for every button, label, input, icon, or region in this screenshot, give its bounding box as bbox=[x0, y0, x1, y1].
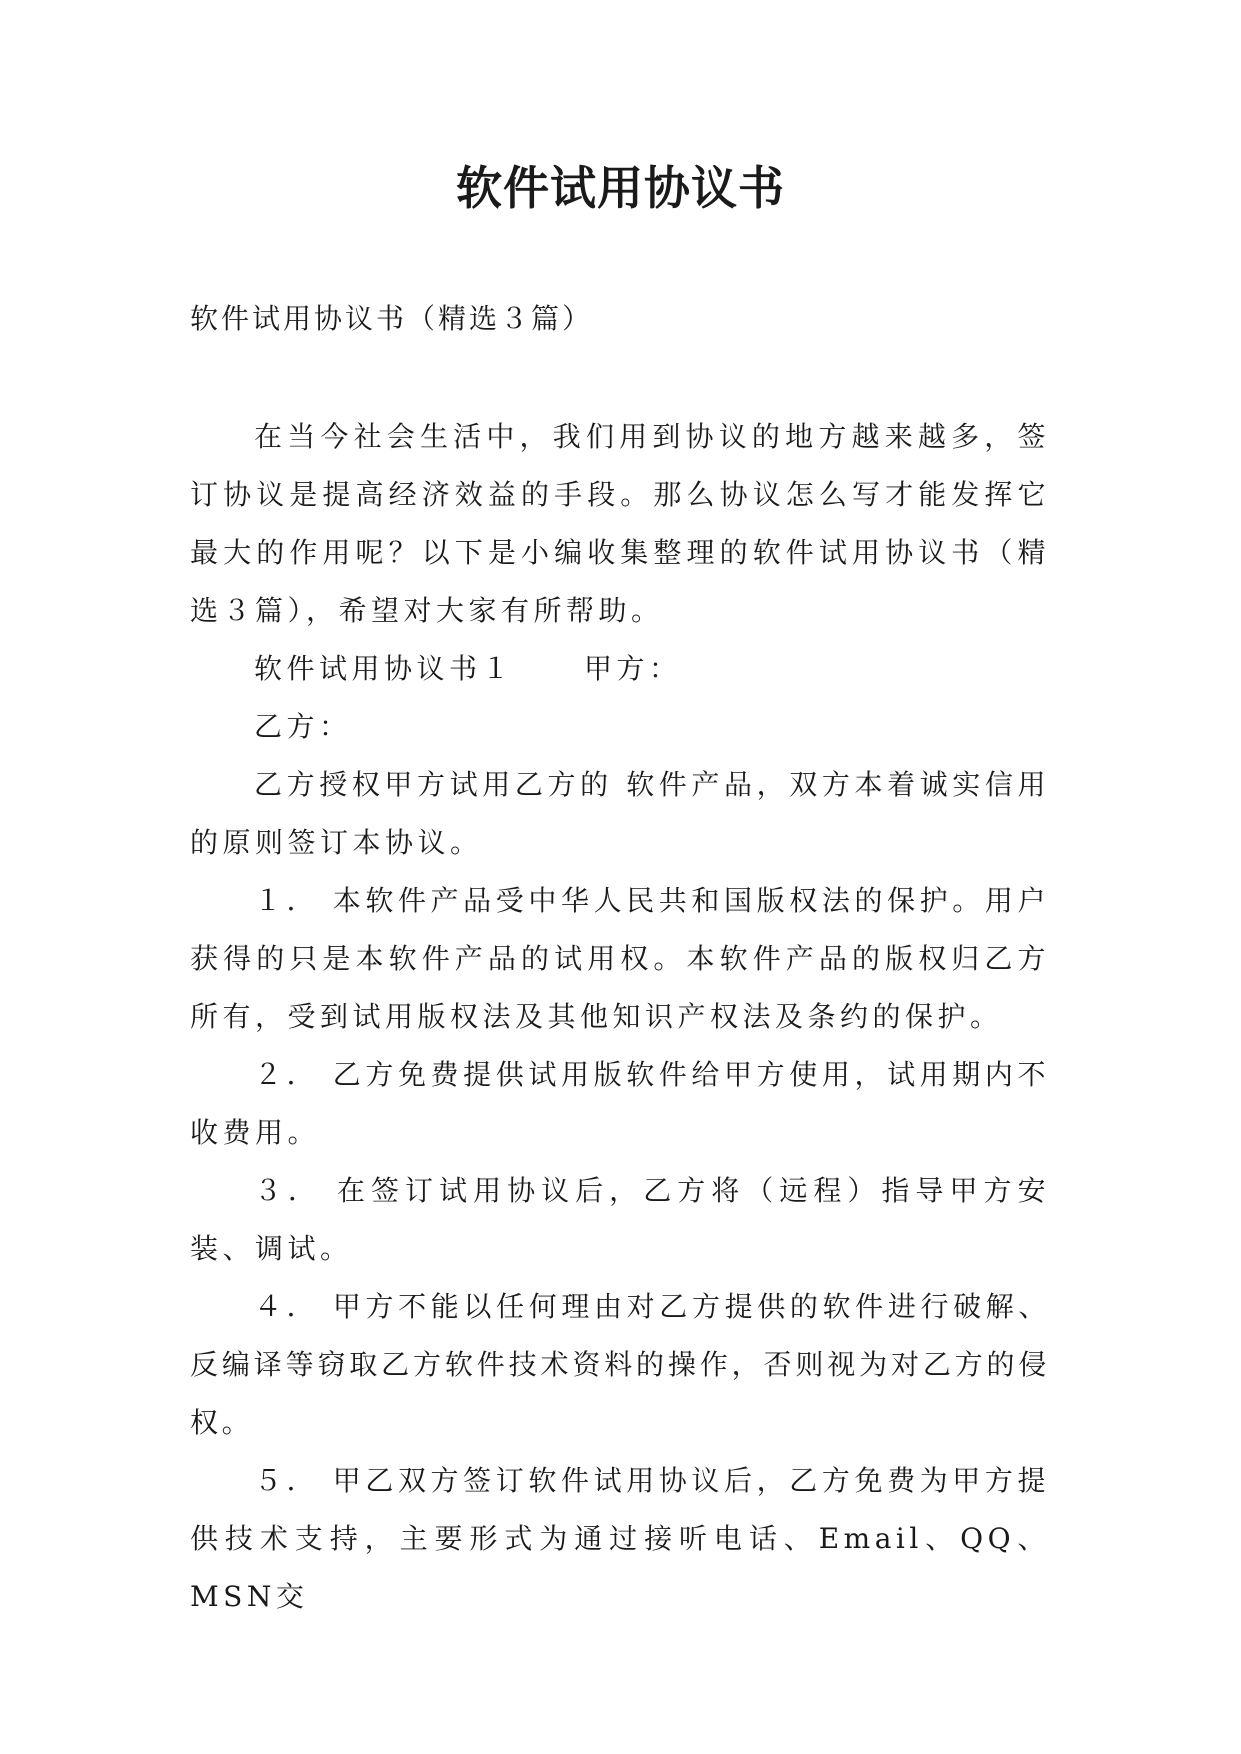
document-subtitle: 软件试用协议书（精选３篇） bbox=[190, 302, 594, 335]
clause-2: ２． 乙方免费提供试用版软件给甲方使用，试用期内不收费用。 bbox=[190, 1058, 1050, 1149]
party-b-label: 乙方： bbox=[254, 710, 352, 743]
party-a-label: 甲方： bbox=[584, 652, 682, 685]
clause-1: １． 本软件产品受中华人民共和国版权法的保护。用户获得的只是本软件产品的试用权。本软件产品的版权归乙方所有，受到试用版权法及其他知识产权法及条约的保护。 bbox=[190, 884, 1050, 1033]
document-title: 软件试用协议书 bbox=[456, 161, 785, 215]
intro-paragraph: 在当今社会生活中，我们用到协议的地方越来越多，签订协议是提高经济效益的手段。那么协议怎么写才能发挥它最大的作用呢？以下是小编收集整理的软件试用协议书（精选３篇），希望对大家有所帮助。 bbox=[190, 420, 1050, 627]
clause-3: ３． 在签订试用协议后，乙方将（远程）指导甲方安装、调试。 bbox=[190, 1174, 1050, 1265]
clause-5: ５． 甲乙双方签订软件试用协议后，乙方免费为甲方提供技术支持，主要形式为通过接听电话、Email、QQ、MSN交 bbox=[190, 1464, 1050, 1613]
section-heading-line bbox=[190, 640, 1050, 698]
section1-heading: 软件试用协议书１ bbox=[254, 652, 515, 685]
document-body bbox=[190, 408, 1050, 1626]
authorization-paragraph: 乙方授权甲方试用乙方的 软件产品，双方本着诚实信用的原则签订本协议。 bbox=[190, 768, 1050, 859]
clause-4: ４． 甲方不能以任何理由对乙方提供的软件进行破解、反编译等窃取乙方软件技术资料的操作，否则视为对乙方的侵权。 bbox=[190, 1290, 1050, 1439]
